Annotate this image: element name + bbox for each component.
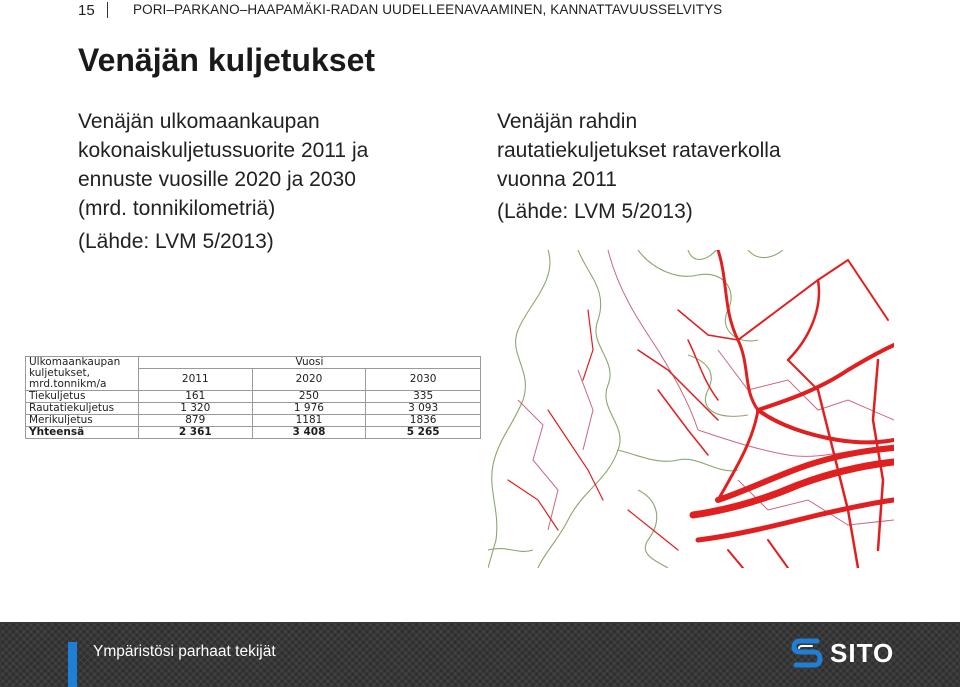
caption-line: Venäjän rahdin <box>497 110 638 133</box>
header-label-line: Ulkomaankaupan <box>29 356 121 368</box>
row-label: Tiekuljetus <box>26 391 139 403</box>
map-caption <box>497 107 907 226</box>
sito-logo <box>790 636 894 670</box>
caption-source: (Lähde: LVM 5/2013) <box>497 200 693 223</box>
header-label-line: kuljetukset, <box>29 367 90 379</box>
page-title: Venäjän kuljetukset <box>78 42 376 78</box>
row-label: Merikuljetus <box>26 415 139 427</box>
caption-line: kokonaiskuljetussuorite 2011 ja <box>78 139 369 162</box>
total-value: 2 361 <box>138 427 252 439</box>
row-label: Rautatiekuljetus <box>26 403 139 415</box>
cell-value: 161 <box>138 391 252 403</box>
caption-line: Venäjän ulkomaankaupan <box>78 110 320 133</box>
cell-value: 1836 <box>366 415 481 427</box>
table-caption <box>78 107 468 256</box>
header-separator <box>107 2 108 18</box>
caption-line: vuonna 2011 <box>497 168 617 191</box>
table-row <box>26 415 481 427</box>
total-value: 5 265 <box>366 427 481 439</box>
footer-slogan: Ympäristösi parhaat tekijät <box>93 643 276 660</box>
running-title: PORI–PARKANO–HAAPAMÄKI-RADAN UUDELLEENAVAAMINEN, KANNATTAVUUSSELVITYS <box>133 2 723 17</box>
cell-value: 1 976 <box>252 403 366 415</box>
freight-table <box>25 356 481 439</box>
footer-accent-bar <box>68 642 77 687</box>
table-row <box>26 391 481 403</box>
page-number: 15 <box>78 2 95 19</box>
railway-network-map <box>488 250 894 568</box>
page-header <box>0 0 960 22</box>
sito-logo-icon <box>790 636 824 670</box>
table-header-row <box>26 357 481 369</box>
total-label: Yhteensä <box>26 427 139 439</box>
total-value: 3 408 <box>252 427 366 439</box>
table-group-header: Vuosi <box>138 357 480 369</box>
table-row <box>26 403 481 415</box>
caption-line: ennuste vuosille 2020 ja 2030 <box>78 168 356 191</box>
cell-value: 3 093 <box>366 403 481 415</box>
page-footer <box>0 622 960 687</box>
cell-value: 1181 <box>252 415 366 427</box>
year-header: 2011 <box>138 369 252 391</box>
map-graphic <box>488 250 894 568</box>
table-header-label <box>26 357 139 391</box>
caption-line: rautatiekuljetukset rataverkolla <box>497 139 781 162</box>
freight-table-container <box>25 356 481 439</box>
caption-line: (mrd. tonnikilometriä) <box>78 197 276 220</box>
year-header: 2020 <box>252 369 366 391</box>
cell-value: 250 <box>252 391 366 403</box>
caption-source: (Lähde: LVM 5/2013) <box>78 230 274 253</box>
table-total-row <box>26 427 481 439</box>
header-label-line: mrd.tonnikm/a <box>29 378 107 390</box>
year-header: 2030 <box>366 369 481 391</box>
cell-value: 879 <box>138 415 252 427</box>
logo-text: SITO <box>830 637 895 668</box>
cell-value: 335 <box>366 391 481 403</box>
cell-value: 1 320 <box>138 403 252 415</box>
